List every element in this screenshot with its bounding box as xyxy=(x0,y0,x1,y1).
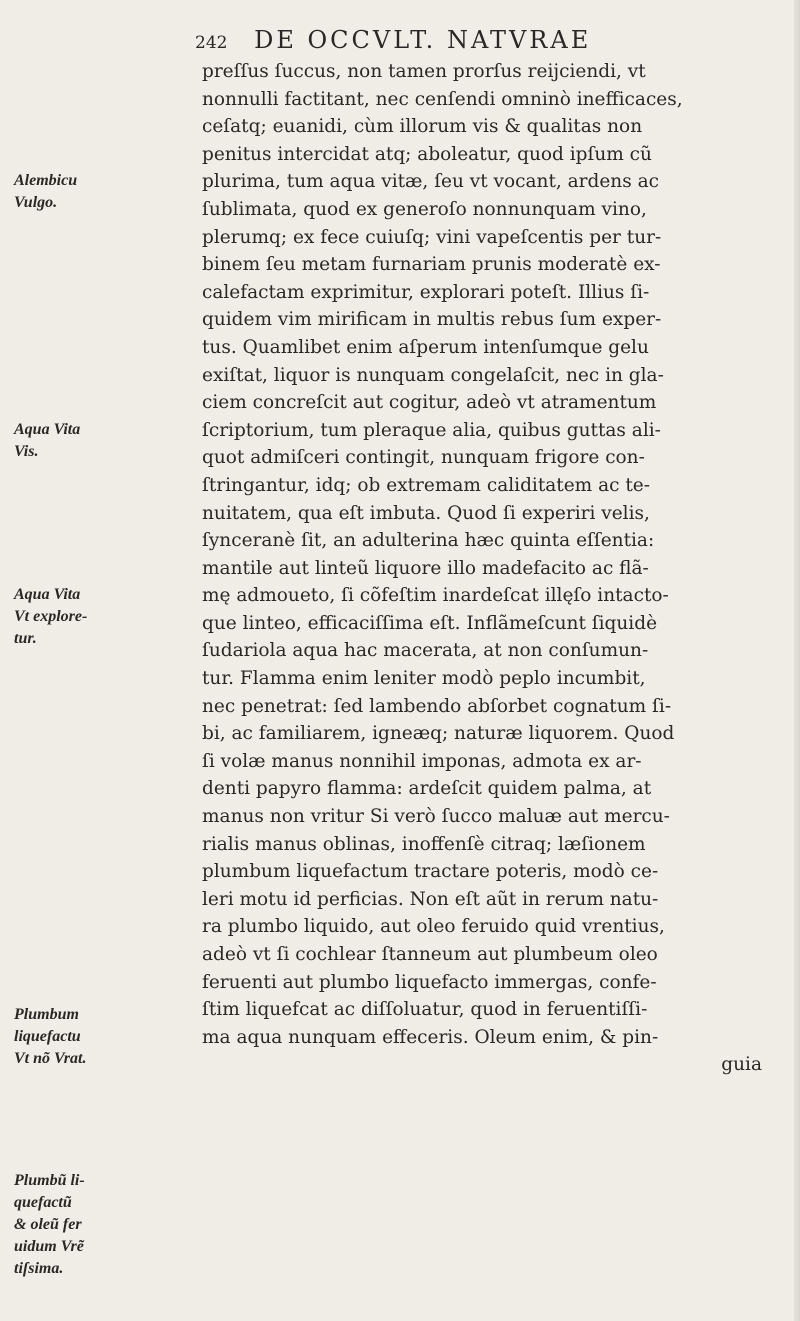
running-header xyxy=(195,26,755,54)
text-line: plurima, tum aqua vitæ, ſeu vt vocant, ardens ac xyxy=(202,171,659,193)
text-line: feruenti aut plumbo liquefacto immergas, confe- xyxy=(202,971,657,993)
page-edge xyxy=(794,0,800,1321)
page-number: 242 xyxy=(195,33,228,53)
margin-note-line: liquefactu xyxy=(14,1028,81,1045)
text-line: que linteo, efficaciſſima eſt. Inflãmeſcunt ſiquidè xyxy=(202,612,658,634)
margin-note-line: Vis. xyxy=(14,443,39,460)
text-line: ſublimata, quod ex generoſo nonnunquam vino, xyxy=(202,198,647,220)
text-line: ſcriptorium, tum pleraque alia, quibus guttas ali- xyxy=(202,419,661,441)
text-line: nec penetrat: ſed lambendo abſorbet cognatum ſi- xyxy=(202,695,672,717)
margin-note-line: Alembicu xyxy=(14,172,78,189)
text-line: ſudariola aqua hac macerata, at non conſumun- xyxy=(202,640,649,662)
margin-note-line: & oleũ fer xyxy=(14,1216,82,1233)
margin-note-line: quefactũ xyxy=(14,1194,72,1211)
text-line: tur. Flamma enim leniter modò peplo incumbit, xyxy=(202,668,646,690)
margin-note-line: Aqua Vita xyxy=(14,421,81,438)
text-line: calefactam exprimitur, explorari poteſt. Illius ſi- xyxy=(202,281,650,303)
text-line: leri motu id perficias. Non eſt aũt in rerum natu- xyxy=(202,888,659,910)
margin-note-plumbum xyxy=(14,1004,194,1070)
margin-note-line: Plumbum xyxy=(14,1006,79,1023)
text-line: plerumq; ex fece cuiuſq; vini vapeſcentis per tur- xyxy=(202,226,662,248)
text-line: exiſtat, liquor is nunquam congelaſcit, nec in gla- xyxy=(202,364,664,386)
text-line: nuitatem, qua eſt imbuta. Quod ſi experiri velis, xyxy=(202,502,650,524)
text-line: ſtringantur, idq; ob extremam caliditatem ac te- xyxy=(202,474,651,496)
text-line: ſtim liquefcat ac diſſoluatur, quod in feruentiſſi- xyxy=(202,999,648,1021)
margin-note-line: Aqua Vita xyxy=(14,586,81,603)
text-line: ma aqua nunquam effeceris. Oleum enim, & pin- xyxy=(202,1026,659,1048)
margin-note-line: tiſsima. xyxy=(14,1260,64,1277)
text-line: mantile aut linteũ liquore illo madefacito ac flã- xyxy=(202,557,649,579)
text-line: penitus intercidat atq; aboleatur, quod ipſum cũ xyxy=(202,143,652,165)
margin-note-line: Vulgo. xyxy=(14,194,58,211)
text-line: denti papyro flamma: ardeſcit quidem palma, at xyxy=(202,778,652,800)
text-line: ſi volæ manus nonnihil imponas, admota ex ar- xyxy=(202,750,642,772)
text-line: ceſatq; euanidi, cùm illorum vis & qualitas non xyxy=(202,116,643,138)
text-line: quidem vim mirificam in multis rebus ſum exper- xyxy=(202,309,662,331)
text-line: adeò vt ſi cochlear ſtanneum aut plumbeum oleo xyxy=(202,944,658,965)
text-line: rialis manus oblinas, inoffenſè citraq; læſionem xyxy=(202,833,646,855)
margin-note-aqua-vita xyxy=(14,419,194,463)
text-line: bi, ac familiarem, igneæq; naturæ liquorem. Quod xyxy=(202,723,675,745)
text-line: tus. Quamlibet enim aſperum intenſumque gelu xyxy=(202,336,649,358)
margin-note-line: Plumbũ li- xyxy=(14,1172,85,1189)
body-text xyxy=(202,58,762,1079)
running-title: DE OCCVLT. NATVRAE xyxy=(254,26,592,54)
catchword: guia xyxy=(721,1054,762,1076)
text-line: manus non vritur Si verò ſucco maluæ aut mercu- xyxy=(202,806,670,828)
margin-note-line: tur. xyxy=(14,630,37,647)
text-line: ſynceranè ſit, an adulterina hæc quinta eſſentia: xyxy=(202,530,655,552)
text-line: plumbum liquefactum tractare poteris, modò ce- xyxy=(202,861,659,883)
text-line: preſſus ſuccus, non tamen prorſus reijciendi, vt xyxy=(202,61,646,82)
margin-note-line: Vt explore- xyxy=(14,608,88,625)
text-line: binem ſeu metam furnariam prunis moderatè ex- xyxy=(202,254,661,276)
text-line: nonnulli factitant, nec cenſendi omninò inefficaces, xyxy=(202,88,683,110)
margin-note-line: uidum Vrẽ xyxy=(14,1238,84,1255)
margin-note-line: Vt nõ Vrat. xyxy=(14,1050,87,1067)
text-line: ra plumbo liquido, aut oleo feruido quid vrentius, xyxy=(202,916,665,938)
margin-note-plumbum-oleum xyxy=(14,1170,194,1280)
margin-note-alembic xyxy=(14,170,194,214)
text-line: ciem concreſcit aut cogitur, adeò vt atramentum xyxy=(202,392,657,414)
margin-note-aqua-vita-test xyxy=(14,584,194,650)
text-line: mę admoueto, ſi cõfeſtim inardeſcat illęſo intacto- xyxy=(202,585,669,607)
text-line: quot admiſceri contingit, nunquam frigore con- xyxy=(202,447,645,469)
